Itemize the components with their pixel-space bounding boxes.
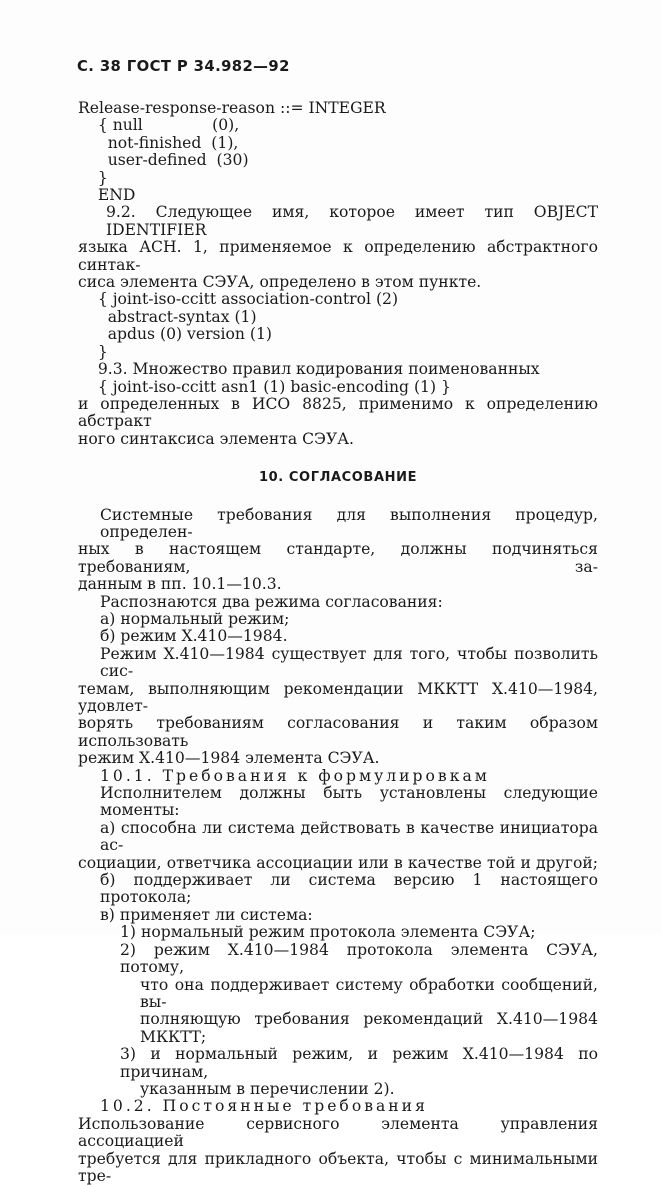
list-item: 3) и нормальный режим, и режим X.410—1984 по причинам, — [120, 1045, 598, 1081]
paragraph-10-line: темам, выполняющим рекомендации МККТТ X.410—1984, удовлет- — [78, 679, 598, 715]
subsection-title: 10.2. Постоянные требования — [100, 1097, 428, 1116]
oid-line: { joint-iso-ccitt association-control (2) — [78, 290, 399, 309]
asn-line: { null (0), — [78, 116, 240, 135]
paragraph-9-2-line: 9.2. Следующее имя, которое имеет тип OBJECT IDENTIFIER — [106, 203, 598, 239]
paragraph-10-line: Режим X.410—1984 существует для того, чтобы позволить сис- — [100, 644, 598, 681]
paragraph-10-2-line: Использование сервисного элемента управления ассоциацией — [78, 1114, 598, 1151]
paragraph-9-2-line: сиса элемента СЭУА, определено в этом пункте. — [78, 273, 482, 292]
oid-line: apdus (0) version (1) — [78, 325, 273, 344]
subsection-title: 10.1. Требования к формулировкам — [100, 766, 490, 785]
paragraph-9-2-line: языка АСН. 1, применяемое к определению абстрактного синтак- — [78, 238, 598, 274]
list-item: 2) режим X.410—1984 протокола элемента СЭУА, потому, — [120, 940, 598, 977]
asn-line: } — [78, 168, 108, 187]
list-item: 1) нормальный режим протокола элемента СЭУА; — [120, 923, 536, 942]
oid-line: abstract-syntax (1) — [78, 307, 257, 326]
list-item: МККТТ; — [140, 1027, 207, 1046]
list-item: б) поддерживает ли система версию 1 настоящего протокола; — [100, 871, 598, 907]
paragraph-9-3-line: { joint-iso-ccitt asn1 (1) basic-encoding (1) } — [78, 377, 451, 396]
asn-line: user-defined (30) — [78, 151, 249, 170]
list-item: что она поддерживает систему обработки сообщений, вы- — [140, 975, 598, 1011]
list-item: полняющую требования рекомендаций X.410—1984 — [140, 1010, 598, 1029]
paragraph-9-3-line: ного синтаксиса элемента СЭУА. — [78, 429, 354, 448]
section-title: 10. СОГЛАСОВАНИЕ — [258, 470, 418, 486]
paragraph-9-3-line: 9.3. Множество правил кодирования поименованных — [78, 360, 540, 379]
list-item: указанным в перечислении 2). — [140, 1079, 395, 1098]
paragraph-9-3-line: и определенных в ИСО 8825, применимо к определению абстракт — [78, 394, 598, 431]
list-item: в) применяет ли система: — [100, 905, 313, 924]
page-header: С. 38 ГОСТ Р 34.982—92 — [77, 58, 290, 75]
list-item: а) способна ли система действовать в качестве инициатора ас- — [100, 818, 598, 855]
list-item: а) нормальный режим; — [100, 609, 290, 628]
paragraph-10-1-line: Исполнителем должны быть установлены следующие моменты: — [100, 784, 598, 820]
paragraph-10-line: Распознаются два режима согласования: — [100, 592, 443, 611]
paragraph-10-line: Системные требования для выполнения процедур, определен- — [100, 505, 598, 541]
paragraph-10-2-line: требуется для прикладного объекта, чтобы с минимальными тре- — [78, 1149, 598, 1185]
list-item: б) режим X.410—1984. — [100, 627, 288, 646]
oid-line: } — [78, 342, 108, 361]
asn-line: not-finished (1), — [78, 133, 239, 152]
paragraph-10-line: данным в пп. 10.1—10.3. — [78, 575, 282, 594]
paragraph-10-line: ных в настоящем стандарте, должны подчиняться требованиям, за- — [78, 540, 598, 576]
paragraph-10-line: ворять требованиям согласования и таким образом использовать — [78, 714, 598, 750]
page-body — [78, 100, 598, 1185]
asn-line: Release-response-reason ::= INTEGER — [78, 99, 386, 117]
paragraph-10-line: режим X.410—1984 элемента СЭУА. — [78, 749, 380, 768]
list-item: социации, ответчика ассоциации или в качестве той и другой; — [78, 853, 598, 872]
asn-line: END — [78, 186, 136, 205]
